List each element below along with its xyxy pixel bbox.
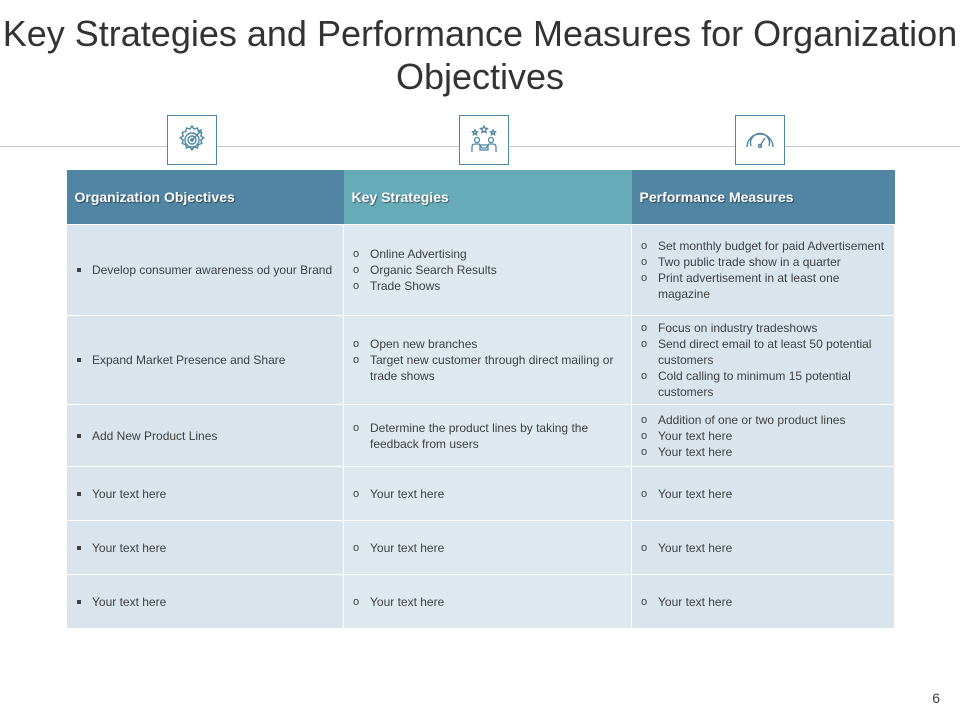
strategies-cell <box>344 316 632 405</box>
measures-cell <box>632 575 895 629</box>
table-header-row <box>67 170 895 225</box>
table-row <box>67 467 895 521</box>
slide-title: Key Strategies and Performance Measures for Organization Objectives <box>2 13 958 97</box>
header-key-strategies: Key Strategies <box>344 170 632 225</box>
speedometer-icon-box <box>735 115 785 165</box>
objective-cell <box>67 316 344 405</box>
list-item: o Your text here <box>352 594 625 610</box>
list-item: Your text here <box>75 594 337 610</box>
list-item: o Target new customer through direct mailing or trade shows <box>352 352 625 384</box>
strategies-cell <box>344 467 632 521</box>
list-item: o Set monthly budget for paid Advertisement <box>640 238 888 254</box>
header-performance-measures: Performance Measures <box>632 170 895 225</box>
page-number: 6 <box>932 690 940 706</box>
measures-cell <box>632 225 895 316</box>
list-item: o Determine the product lines by taking the feedback from users <box>352 420 625 452</box>
list-item: o Organic Search Results <box>352 262 625 278</box>
strategies-cell <box>344 405 632 467</box>
table-row <box>67 225 895 316</box>
table-row <box>67 316 895 405</box>
objective-cell <box>67 467 344 521</box>
table-row <box>67 575 895 629</box>
list-item: o Addition of one or two product lines <box>640 412 888 428</box>
objective-cell <box>67 575 344 629</box>
list-item: o Cold calling to minimum 15 potential customers <box>640 368 888 400</box>
strategies-cell <box>344 521 632 575</box>
measures-cell <box>632 405 895 467</box>
header-organization-objectives: Organization Objectives <box>67 170 344 225</box>
list-item: o Your text here <box>640 444 888 460</box>
strategies-cell <box>344 225 632 316</box>
list-item: o Two public trade show in a quarter <box>640 254 888 270</box>
list-item: Add New Product Lines <box>75 428 337 444</box>
list-item: o Send direct email to at least 50 potential customers <box>640 336 888 368</box>
objective-cell <box>67 225 344 316</box>
list-item: o Your text here <box>352 540 625 556</box>
list-item: Expand Market Presence and Share <box>75 352 337 368</box>
measures-cell <box>632 467 895 521</box>
list-item: o Your text here <box>640 486 888 502</box>
strategies-cell <box>344 575 632 629</box>
list-item: o Your text here <box>640 594 888 610</box>
list-item: o Print advertisement in at least one magazine <box>640 270 888 302</box>
speedometer-icon <box>742 122 778 158</box>
objective-cell <box>67 405 344 467</box>
team-stars-icon <box>466 122 502 158</box>
list-item: o Your text here <box>352 486 625 502</box>
table-row <box>67 521 895 575</box>
list-item: Develop consumer awareness od your Brand <box>75 262 337 278</box>
objectives-table <box>66 170 895 629</box>
table-row <box>67 405 895 467</box>
list-item: Your text here <box>75 540 337 556</box>
gear-target-icon <box>174 122 210 158</box>
list-item: o Open new branches <box>352 336 625 352</box>
measures-cell <box>632 521 895 575</box>
list-item: o Your text here <box>640 428 888 444</box>
list-item: o Trade Shows <box>352 278 625 294</box>
list-item: o Online Advertising <box>352 246 625 262</box>
list-item: o Your text here <box>640 540 888 556</box>
gear-target-icon-box <box>167 115 217 165</box>
list-item: Your text here <box>75 486 337 502</box>
objective-cell <box>67 521 344 575</box>
measures-cell <box>632 316 895 405</box>
team-stars-icon-box <box>459 115 509 165</box>
list-item: o Focus on industry tradeshows <box>640 320 888 336</box>
